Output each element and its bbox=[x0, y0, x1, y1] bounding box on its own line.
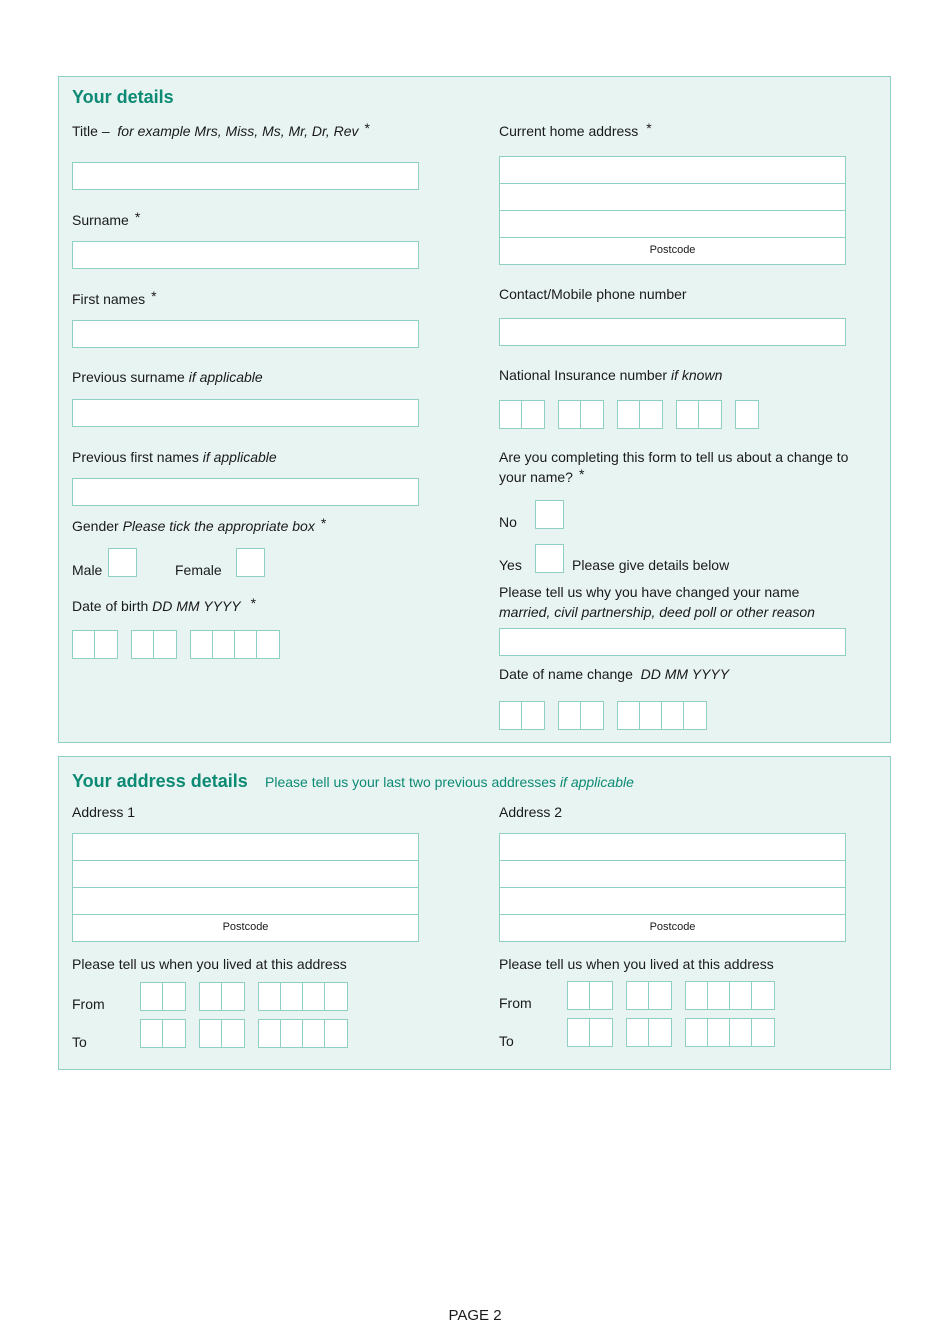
previous-surname-input[interactable] bbox=[72, 399, 419, 427]
dob-input[interactable] bbox=[72, 630, 280, 659]
address1-label: Address 1 bbox=[72, 804, 136, 820]
address2-lived-label: Please tell us when you lived at this address bbox=[499, 956, 774, 972]
address-details-heading: Your address details bbox=[72, 771, 248, 791]
title-input[interactable] bbox=[72, 162, 419, 190]
address1-to-label: To bbox=[72, 1034, 87, 1050]
ni-label: National Insurance number if known bbox=[499, 367, 723, 383]
address1-to-date[interactable] bbox=[140, 1019, 348, 1048]
title-label: Title – for example Mrs, Miss, Ms, Mr, Dr, Rev * bbox=[72, 120, 370, 139]
current-address-postcode[interactable]: Postcode bbox=[649, 244, 696, 256]
address2-from-date[interactable] bbox=[567, 981, 775, 1010]
dob-year[interactable] bbox=[190, 630, 280, 659]
current-address-input[interactable] bbox=[499, 156, 846, 265]
first-names-input[interactable] bbox=[72, 320, 419, 348]
yes-checkbox[interactable] bbox=[535, 544, 564, 573]
address1-lived-label: Please tell us when you lived at this address bbox=[72, 956, 347, 972]
address1-from-label: From bbox=[72, 996, 105, 1012]
name-change-date-label: Date of name change DD MM YYYY bbox=[499, 666, 730, 682]
address2-from-label: From bbox=[499, 995, 532, 1011]
name-change-question: Are you completing this form to tell us about a change to your name? * bbox=[499, 449, 849, 485]
previous-surname-label: Previous surname if applicable bbox=[72, 369, 263, 385]
address1-from-date[interactable] bbox=[140, 982, 348, 1011]
first-names-label: First names * bbox=[72, 288, 157, 307]
gender-label: Gender Please tick the appropriate box * bbox=[72, 515, 327, 534]
dob-day[interactable] bbox=[72, 630, 118, 659]
dob-label: Date of birth DD MM YYYY * bbox=[72, 595, 257, 614]
surname-label: Surname * bbox=[72, 209, 141, 228]
previous-first-names-label: Previous first names if applicable bbox=[72, 449, 277, 465]
surname-input[interactable] bbox=[72, 241, 419, 269]
address2-label: Address 2 bbox=[499, 804, 563, 820]
phone-label: Contact/Mobile phone number bbox=[499, 286, 687, 302]
male-label: Male bbox=[72, 562, 103, 578]
no-label: No bbox=[499, 514, 517, 530]
yes-label: Yes bbox=[499, 557, 522, 573]
address1-input[interactable] bbox=[72, 833, 419, 942]
why-changed-input[interactable] bbox=[499, 628, 846, 656]
address2-to-label: To bbox=[499, 1033, 514, 1049]
address2-to-date[interactable] bbox=[567, 1018, 775, 1047]
name-change-date-input[interactable] bbox=[499, 701, 707, 730]
address-details-subheading: Please tell us your last two previous addresses if applicable bbox=[265, 774, 634, 790]
female-label: Female bbox=[175, 562, 222, 578]
page-number: PAGE 2 bbox=[448, 1307, 502, 1324]
yes-hint: Please give details below bbox=[572, 557, 730, 573]
address1-postcode[interactable]: Postcode bbox=[222, 921, 269, 933]
ni-input[interactable] bbox=[499, 400, 759, 429]
why-changed-label: Please tell us why you have changed your name married, civil partnership, deed poll or other reason bbox=[499, 584, 815, 620]
dob-month[interactable] bbox=[131, 630, 177, 659]
title-hint: for example Mrs, Miss, Ms, Mr, Dr, Rev bbox=[117, 123, 359, 139]
no-checkbox[interactable] bbox=[535, 500, 564, 529]
current-address-label: Current home address * bbox=[499, 120, 652, 139]
male-checkbox[interactable] bbox=[108, 548, 137, 577]
female-checkbox[interactable] bbox=[236, 548, 265, 577]
address2-input[interactable] bbox=[499, 833, 846, 942]
previous-first-names-input[interactable] bbox=[72, 478, 419, 506]
phone-input[interactable] bbox=[499, 318, 846, 346]
address2-postcode[interactable]: Postcode bbox=[649, 921, 696, 933]
your-details-heading: Your details bbox=[72, 87, 174, 107]
